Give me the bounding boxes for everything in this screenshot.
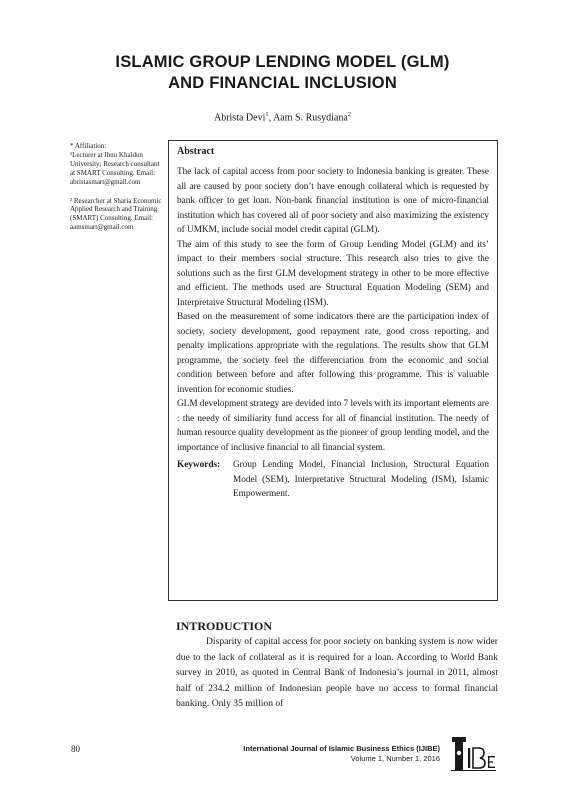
- title-line-1: ISLAMIC GROUP LENDING MODEL (GLM): [115, 53, 450, 71]
- journal-name: International Journal of Islamic Business Ethics (IJIBE): [243, 744, 440, 753]
- title-line-2: AND FINANCIAL INCLUSION: [168, 74, 397, 92]
- author-separator: ,: [268, 112, 274, 124]
- introduction-paragraph: Disparity of capital access for poor society on banking system is now wider due to the lack of collateral as it is required for a loan. According to World Bank survey in 2010, as quoted in Central Bank of Indonesia’s journal in 2011, almost half of 234.2 million of Indonesian people have no access to formal financial banking. Only 35 million of: [176, 636, 498, 709]
- affiliation-heading: * Affiliation:: [70, 142, 107, 150]
- author-2-sup: 2: [347, 111, 352, 118]
- keywords-text: Group Lending Model, Financial Inclusion, Structural Equation Model (SEM), Interpretative Structural Modeling (ISM), Islamic Empowerment.: [233, 460, 489, 499]
- journal-volume: Volume 1, Number 1, 2016: [350, 754, 440, 763]
- journal-footer: [243, 744, 440, 764]
- author-line: [0, 111, 565, 123]
- affiliation-2: ² Researcher at Sharia Economic Applied Research and Training (SMART) Consulting. Email: aamsmart@gmail.com: [70, 196, 162, 232]
- affiliation-1: ¹Lecturer at Ibnu Khaldun University; Research consultant at SMART Consulting. Email: abristasmart@gmail.com: [70, 150, 160, 186]
- introduction-heading: INTRODUCTION: [176, 619, 273, 633]
- abstract-box: [168, 140, 498, 601]
- abstract-paragraph-3: Based on the measurement of some indicators there are the participation index of society, society development, good repayment rate, good cross reporting, and penalty implications appropriate with the regulations. The results show that GLM programme, the society feel the differenciation from the economic and social condition between before and after following this programme. This is valuable invention for economic studies.: [177, 312, 489, 395]
- author-1-sup: 1: [265, 111, 269, 118]
- introduction-body: [176, 634, 498, 712]
- keywords-row: [177, 458, 489, 502]
- abstract-paragraph-1: The lack of capital access from poor society to Indonesia banking is greater. These all are caused by poor society don’t have enough collateral which is requested by bank officer to get loan. Non-bank financial institution is one of micro-financial institution which has covered all of poor society and also maximizing the existency of UMKM, include social model credit capital (GLM).: [177, 167, 489, 235]
- affiliation-sidebar: [70, 142, 165, 242]
- abstract-paragraph-2: The aim of this study to see the form of Group Lending Model (GLM) and its’ impact to their members social structure. This research also tries to give the solutions such as the first GLM development strategy in other to be more effective and efficient. The methods used are Structural Equation Modeling (SEM) and Interpretaive Structural Modeling (ISM).: [177, 239, 489, 308]
- author-1: Abrista Devi: [213, 112, 266, 124]
- author-2: Aam S. Rusydiana: [273, 112, 348, 124]
- abstract-heading: Abstract: [177, 146, 215, 157]
- abstract-paragraph-4: GLM development strategy are devided into 7 levels with its important elements are : the needy of similiarity fund access for all of financial institution. The needy of human resource quality development as the pioneer of group lending model, and the importance of inclusive financial to all financial system.: [177, 399, 489, 453]
- keywords-label: Keywords:: [177, 460, 221, 470]
- journal-logo-icon: [448, 734, 498, 772]
- paper-title: [40, 52, 525, 94]
- abstract-body: [177, 165, 489, 455]
- page-number: 80: [71, 744, 80, 754]
